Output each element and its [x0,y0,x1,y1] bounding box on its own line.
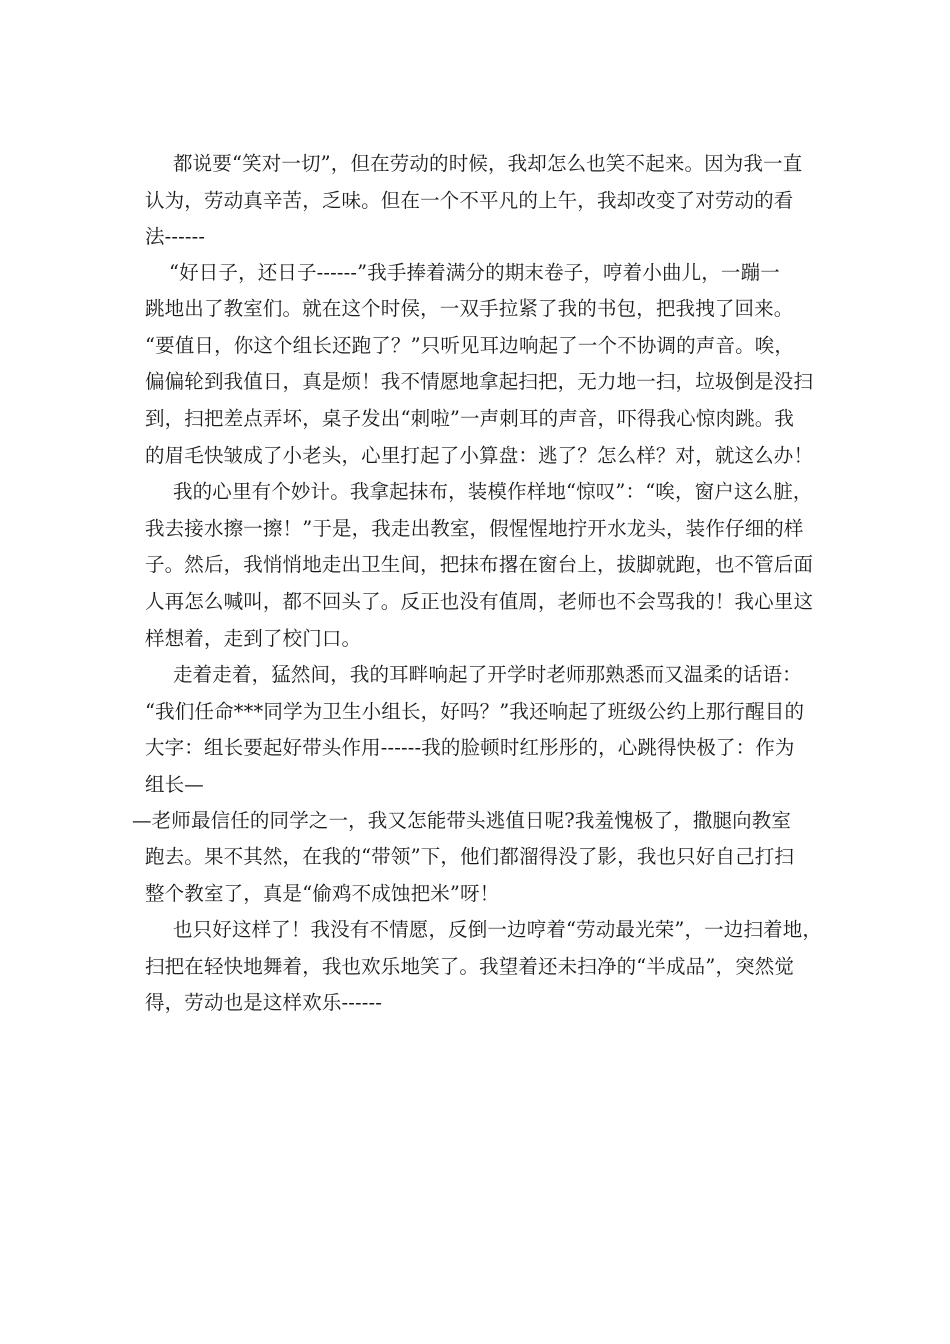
text-line: 扫把在轻快地舞着，我也欢乐地笑了。我望着还未扫净的“半成品”，突然觉 [145,954,795,978]
essay-body [132,146,825,1022]
text-line: 我去接水擦一擦！”于是，我走出教室，假惺惺地拧开水龙头，装作仔细的样 [145,516,804,540]
text-line: 偏偏轮到我值日，真是烦！我不情愿地拿起扫把，无力地一扫，垃圾倒是没扫 [145,370,814,394]
text-line: —老师最信任的同学之一，我又怎能带头逃值日呢?我羞愧极了，撒腿向教室 [132,808,792,832]
text-line: “我们任命***同学为卫生小组长，好吗？”我还响起了班级公约上那行醒目的 [145,699,805,723]
text-line: 组长— [145,773,204,796]
text-line: 的眉毛快皱成了小老头，心里打起了小算盘：逃了？怎么样？对，就这么办！ [145,443,814,467]
text-line: 都说要“笑对一切”，但在劳动的时候，我却怎么也笑不起来。因为我一直 [173,152,803,175]
text-line: 走着走着，猛然间，我的耳畔响起了开学时老师那熟悉而又温柔的话语： [173,663,802,687]
text-line: 人再怎么喊叫，都不回头了。反正也没有值周，老师也不会骂我的！我心里这 [145,590,814,614]
text-line: 大字：组长要起好带头作用------我的脸顿时红彤彤的，心跳得快极了：作为 [145,736,795,760]
text-line: 也只好这样了！我没有不情愿，反倒一边哼着“劳动最光荣”，一边扫着地， [173,918,823,942]
text-line: 法------ [145,225,206,249]
text-line: “好日子，还日子------”我手捧着满分的期末卷子，哼着小曲儿，一蹦一 [169,260,780,284]
text-line: 我的心里有个妙计。我拿起抹布，装模作样地“惊叹”：“唉，窗户这么脏， [173,480,813,504]
text-line: 跑去。果不其然，在我的“带领”下，他们都溜得没了影，我也只好自己打扫 [145,845,795,869]
text-line: 认为，劳动真辛苦，乏味。但在一个不平凡的上午，我却改变了对劳动的看 [145,188,794,212]
text-line: 得，劳动也是这样欢乐------ [145,991,382,1015]
text-line: 样想着，走到了校门口。 [145,626,362,650]
text-line: 子。然后，我悄悄地走出卫生间，把抹布撂在窗台上，拔脚就跑，也不管后面 [145,553,814,577]
text-line: “要值日，你这个组长还跑了？”只听见耳边响起了一个不协调的声音。唉， [145,333,795,357]
text-line: 到，扫把差点弄坏，桌子发出“刺啦”一声刺耳的声音，吓得我心惊肉跳。我 [145,407,795,431]
text-line: 整个教室了，真是“偷鸡不成蚀把米”呀！ [145,881,500,905]
text-line: 跳地出了教室们。就在这个时侯，一双手拉紧了我的书包，把我拽了回来。 [145,297,794,321]
